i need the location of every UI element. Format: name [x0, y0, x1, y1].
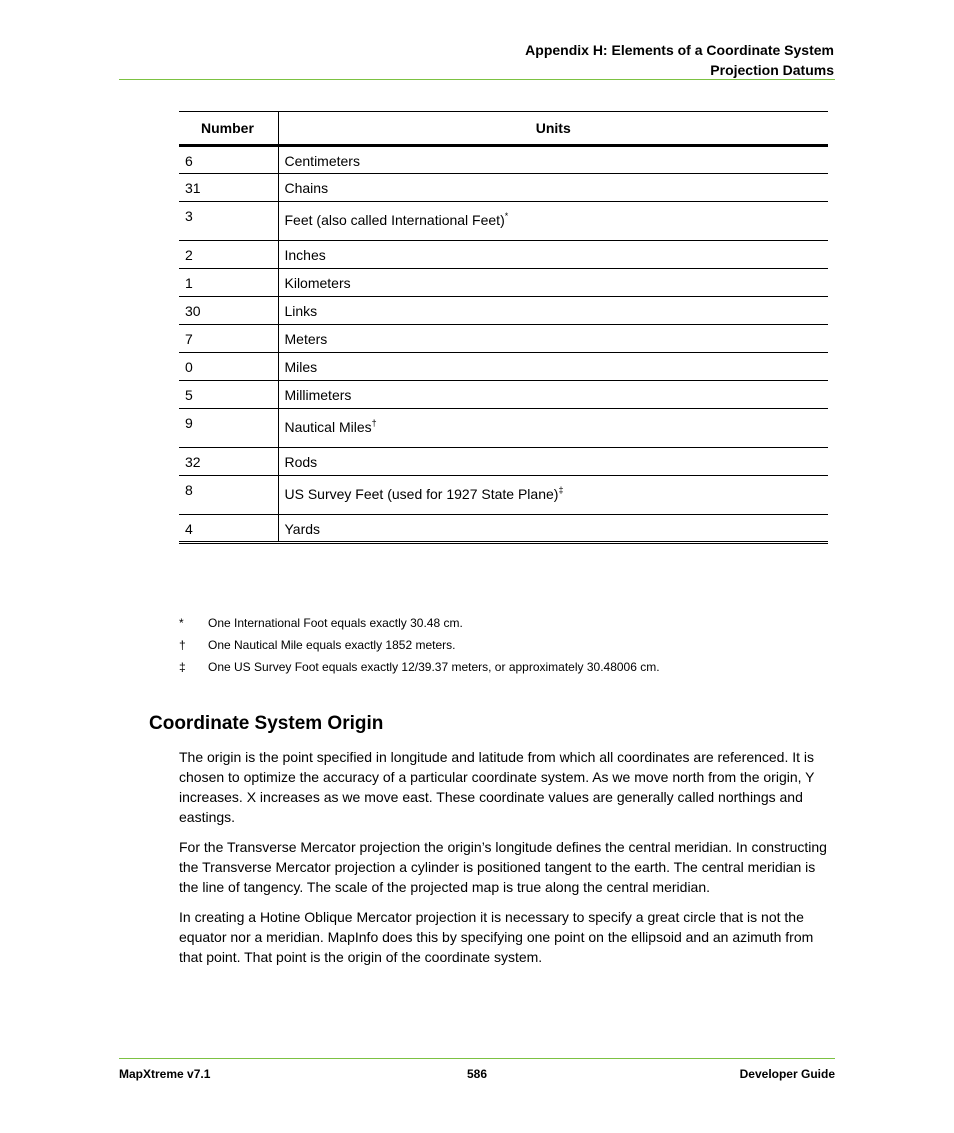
- header-section: Projection Datums: [710, 62, 834, 78]
- footnote-mark: ‡: [179, 660, 186, 674]
- footer-doc-title: Developer Guide: [739, 1067, 835, 1081]
- table-row: [179, 515, 828, 543]
- unit-name-cell: [278, 476, 828, 515]
- column-header-units: Units: [278, 112, 828, 146]
- unit-name-cell: [278, 409, 828, 448]
- unit-name-cell: [278, 297, 828, 325]
- page-number: 586: [466, 1067, 488, 1081]
- footnote-marker: *: [504, 211, 509, 221]
- table-row: [179, 241, 828, 269]
- unit-number-cell: 30: [179, 297, 278, 325]
- unit-name-cell: [278, 146, 828, 174]
- units-table: [179, 111, 828, 544]
- unit-name: Meters: [284, 331, 328, 347]
- table-row: [179, 353, 828, 381]
- unit-number-cell: 3: [179, 202, 278, 241]
- unit-name: Millimeters: [284, 387, 352, 403]
- unit-name-cell: [278, 202, 828, 241]
- unit-name: Chains: [284, 180, 329, 196]
- table-header-row: [179, 112, 828, 146]
- unit-number-cell: 2: [179, 241, 278, 269]
- footnote-text: One International Foot equals exactly 30.48 cm.: [208, 616, 463, 630]
- unit-name-cell: [278, 269, 828, 297]
- unit-name: Kilometers: [284, 275, 351, 291]
- unit-name-cell: [278, 353, 828, 381]
- footnote: [179, 638, 660, 660]
- footer-rule: [119, 1058, 835, 1059]
- table-row: [179, 476, 828, 515]
- body-paragraph: In creating a Hotine Oblique Mercator projection it is necessary to specify a great circle that is not the equator nor a meridian. MapInfo does this by specifying one point on the ellipsoid and an azimuth from that point. That point is the origin of the coordinate system.: [179, 909, 814, 965]
- unit-name-cell: [278, 325, 828, 353]
- units-table-body: [179, 146, 828, 543]
- table-row: [179, 202, 828, 241]
- unit-name-cell: [278, 448, 828, 476]
- table-row: [179, 448, 828, 476]
- unit-number-cell: 1: [179, 269, 278, 297]
- table-row: [179, 381, 828, 409]
- header-rule: [119, 79, 835, 80]
- body-paragraph: The origin is the point specified in longitude and latitude from which all coordinates are referenced. It is chosen to optimize the accuracy of a particular coordinate system. As we move north from the origin, Y increases. X increases as we move east. These coordinate values are generally called northings and eastings.: [179, 749, 815, 825]
- section-body: [179, 747, 835, 977]
- table-row: [179, 146, 828, 174]
- unit-number-cell: 9: [179, 409, 278, 448]
- table-row: [179, 174, 828, 202]
- table-row: [179, 269, 828, 297]
- unit-name: Inches: [284, 247, 326, 263]
- unit-number-cell: 8: [179, 476, 278, 515]
- unit-name: Links: [284, 303, 318, 319]
- footnote-marker: ‡: [558, 485, 564, 495]
- unit-name: Miles: [284, 359, 318, 375]
- table-row: [179, 325, 828, 353]
- footnote: [179, 660, 660, 682]
- footnotes: [179, 616, 660, 682]
- unit-number-cell: 4: [179, 515, 278, 543]
- page-footer: [119, 1067, 835, 1081]
- unit-number-cell: 7: [179, 325, 278, 353]
- unit-name: Centimeters: [284, 153, 360, 169]
- unit-number-cell: 32: [179, 448, 278, 476]
- footnote-text: One Nautical Mile equals exactly 1852 meters.: [208, 638, 456, 652]
- unit-number-cell: 6: [179, 146, 278, 174]
- table-row: [179, 297, 828, 325]
- unit-name: Nautical Miles: [284, 419, 372, 435]
- footer-product: MapXtreme v7.1: [119, 1067, 211, 1081]
- footnote-text: One US Survey Foot equals exactly 12/39.37 meters, or approximately 30.48006 cm.: [208, 660, 660, 674]
- column-header-number: Number: [179, 112, 278, 146]
- unit-name: Yards: [284, 521, 321, 537]
- footnote-mark: †: [179, 638, 186, 652]
- header-chapter: Appendix H: Elements of a Coordinate System: [525, 42, 834, 58]
- unit-name: US Survey Feet (used for 1927 State Plane): [284, 486, 559, 502]
- footnote-mark: *: [179, 616, 184, 630]
- unit-name-cell: [278, 381, 828, 409]
- unit-name-cell: [278, 241, 828, 269]
- page-header: [525, 40, 834, 80]
- table-row: [179, 409, 828, 448]
- unit-number-cell: 31: [179, 174, 278, 202]
- unit-name-cell: [278, 515, 828, 543]
- unit-number-cell: 5: [179, 381, 278, 409]
- unit-name: Rods: [284, 454, 318, 470]
- unit-number-cell: 0: [179, 353, 278, 381]
- footnote-marker: †: [371, 418, 377, 428]
- body-paragraph: For the Transverse Mercator projection the origin’s longitude defines the central meridian. In constructing the Transverse Mercator projection a cylinder is positioned tangent to the earth. The central meridian is the line of tangency. The scale of the projected map is true along the central meridian.: [179, 839, 827, 895]
- footnote: [179, 616, 660, 638]
- unit-name-cell: [278, 174, 828, 202]
- section-title: Coordinate System Origin: [149, 713, 384, 734]
- unit-name: Feet (also called International Feet): [284, 212, 505, 228]
